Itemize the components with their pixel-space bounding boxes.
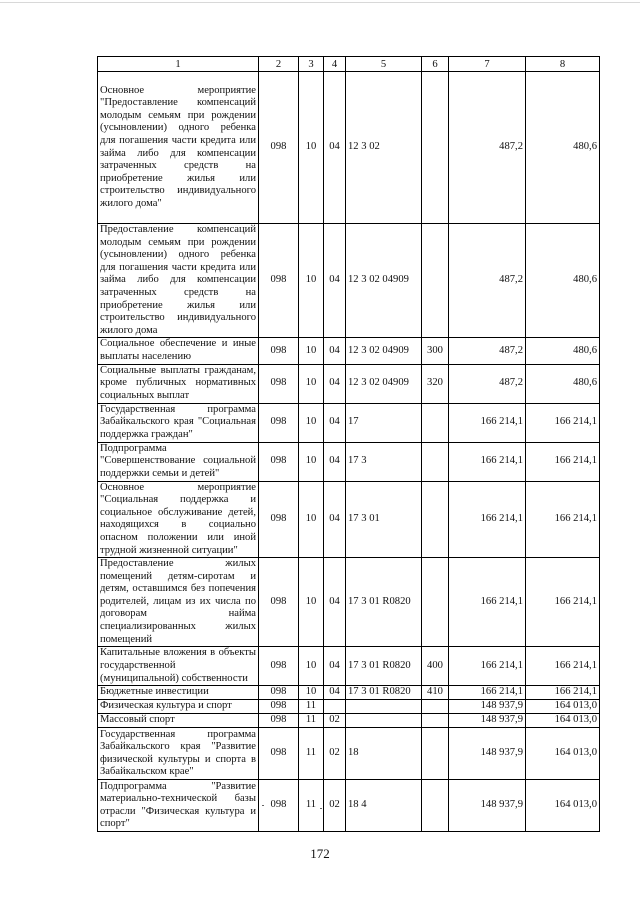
cell-expense-type: 400 [422, 647, 449, 686]
cell-expense-type [422, 442, 449, 481]
cell-subsection: 02 [324, 780, 346, 832]
scan-edge-line [0, 2, 640, 3]
column-header: 6 [422, 57, 449, 72]
cell-amount-7: 148 937,9 [449, 714, 526, 728]
column-header: 5 [346, 57, 422, 72]
cell-amount-8: 164 013,0 [526, 714, 600, 728]
cell-subsection: 04 [324, 72, 346, 224]
cell-section: 11 [299, 700, 324, 714]
cell-section: 10 [299, 224, 324, 338]
cell-subsection: 04 [324, 647, 346, 686]
cell-amount-7: 166 214,1 [449, 442, 526, 481]
table-row [98, 481, 600, 558]
cell-ministry: 098 [259, 700, 299, 714]
cell-section: 10 [299, 338, 324, 364]
cell-target-article: 17 [346, 403, 422, 442]
table-row [98, 647, 600, 686]
cell-amount-8: 164 013,0 [526, 780, 600, 832]
cell-expense-type: 410 [422, 686, 449, 700]
cell-expense-type [422, 714, 449, 728]
row-name: Основное мероприятие "Предоставление компенсаций молодым семьям при рождении (усыновлении) одного ребенка для погашения части кредита или займа либо для компенсации затраченных средств на приобретение жилья или строительство индивидуального жилого дома" [98, 72, 259, 224]
cell-target-article: 18 [346, 728, 422, 780]
row-name: Предоставление компенсаций молодым семьям при рождении (усыновлении) одного ребенка для погашения части кредита или займа либо для компенсации затраченных средств на приобретение жилья или строительство индивидуального жилого дома [98, 224, 259, 338]
cell-target-article: 12 3 02 04909 [346, 364, 422, 403]
cell-expense-type [422, 224, 449, 338]
column-header: 1 [98, 57, 259, 72]
cell-ministry: 098 [259, 403, 299, 442]
cell-amount-7: 487,2 [449, 338, 526, 364]
cell-subsection: 04 [324, 442, 346, 481]
cell-amount-8: 166 214,1 [526, 481, 600, 558]
page-number: 172 [310, 846, 330, 861]
cell-amount-8: 166 214,1 [526, 686, 600, 700]
cell-expense-type [422, 780, 449, 832]
cell-target-article: 17 3 01 R0820 [346, 558, 422, 647]
table-row [98, 686, 600, 700]
cell-ministry: 098 [259, 442, 299, 481]
cell-ministry: 098 [259, 714, 299, 728]
budget-table [97, 56, 600, 832]
table-row [98, 780, 600, 832]
cell-subsection: 04 [324, 403, 346, 442]
row-name: Предоставление жилых помещений детям-сиротам и детям, оставшимся без попечения родителей, лицам из их числа по договорам найма специализированных жилых помещений [98, 558, 259, 647]
column-header: 3 [299, 57, 324, 72]
table-header-row [98, 57, 600, 72]
table-row [98, 558, 600, 647]
cell-ministry: 098 [259, 686, 299, 700]
cell-section: 11 [299, 780, 324, 832]
cell-amount-8: 480,6 [526, 72, 600, 224]
cell-expense-type [422, 558, 449, 647]
column-header: 2 [259, 57, 299, 72]
cell-ministry: 098 [259, 558, 299, 647]
cell-ministry: 098 [259, 481, 299, 558]
row-name: Государственная программа Забайкальского края "Развитие физической культуры и спорта в Забайкальском крае" [98, 728, 259, 780]
cell-ministry: 098 [259, 338, 299, 364]
row-name: Бюджетные инвестиции [98, 686, 259, 700]
table-row [98, 442, 600, 481]
row-name: Социальное обеспечение и иные выплаты населению [98, 338, 259, 364]
cell-section: 10 [299, 647, 324, 686]
cell-amount-7: 166 214,1 [449, 481, 526, 558]
cell-section: 11 [299, 714, 324, 728]
cell-expense-type: 320 [422, 364, 449, 403]
cell-ministry: 098 [259, 647, 299, 686]
cell-amount-8: 480,6 [526, 364, 600, 403]
row-name: Капитальные вложения в объекты государственной (муниципальной) собственности [98, 647, 259, 686]
cell-amount-7: 148 937,9 [449, 728, 526, 780]
cell-subsection: 04 [324, 338, 346, 364]
cell-amount-7: 166 214,1 [449, 686, 526, 700]
column-header: 7 [449, 57, 526, 72]
cell-expense-type [422, 481, 449, 558]
cell-target-article: 18 4 [346, 780, 422, 832]
cell-subsection: 04 [324, 224, 346, 338]
table-row [98, 714, 600, 728]
cell-expense-type [422, 700, 449, 714]
cell-expense-type: 300 [422, 338, 449, 364]
cell-amount-8: 480,6 [526, 338, 600, 364]
cell-amount-8: 166 214,1 [526, 647, 600, 686]
cell-subsection: 02 [324, 728, 346, 780]
cell-target-article: 12 3 02 04909 [346, 338, 422, 364]
table-row [98, 338, 600, 364]
cell-amount-7: 487,2 [449, 364, 526, 403]
cell-section: 11 [299, 728, 324, 780]
cell-section: 10 [299, 403, 324, 442]
cell-amount-7: 166 214,1 [449, 558, 526, 647]
scan-speck [262, 805, 264, 806]
cell-target-article: 12 3 02 04909 [346, 224, 422, 338]
cell-amount-8: 164 013,0 [526, 700, 600, 714]
column-header: 4 [324, 57, 346, 72]
cell-expense-type [422, 728, 449, 780]
cell-target-article: 17 3 01 R0820 [346, 686, 422, 700]
cell-subsection: 04 [324, 558, 346, 647]
cell-ministry: 098 [259, 728, 299, 780]
row-name: Подпрограмма "Развитие материально-технической базы отрасли "Физическая культура и спорт" [98, 780, 259, 832]
column-header: 8 [526, 57, 600, 72]
cell-section: 10 [299, 442, 324, 481]
cell-amount-7: 487,2 [449, 224, 526, 338]
cell-amount-7: 487,2 [449, 72, 526, 224]
cell-target-article: 17 3 01 [346, 481, 422, 558]
table-row [98, 224, 600, 338]
table-row [98, 403, 600, 442]
cell-amount-8: 166 214,1 [526, 403, 600, 442]
cell-ministry: 098 [259, 364, 299, 403]
table-row [98, 72, 600, 224]
cell-expense-type [422, 403, 449, 442]
cell-expense-type [422, 72, 449, 224]
cell-target-article [346, 700, 422, 714]
cell-section: 10 [299, 481, 324, 558]
cell-amount-7: 166 214,1 [449, 647, 526, 686]
cell-section: 10 [299, 558, 324, 647]
cell-amount-8: 166 214,1 [526, 558, 600, 647]
cell-section: 10 [299, 72, 324, 224]
cell-ministry: 098 [259, 224, 299, 338]
cell-target-article: 17 3 01 R0820 [346, 647, 422, 686]
cell-target-article [346, 714, 422, 728]
cell-amount-7: 148 937,9 [449, 780, 526, 832]
cell-amount-7: 148 937,9 [449, 700, 526, 714]
row-name: Физическая культура и спорт [98, 700, 259, 714]
table-row [98, 700, 600, 714]
cell-amount-7: 166 214,1 [449, 403, 526, 442]
cell-amount-8: 166 214,1 [526, 442, 600, 481]
cell-subsection: 04 [324, 364, 346, 403]
cell-subsection: 04 [324, 481, 346, 558]
cell-target-article: 17 3 [346, 442, 422, 481]
cell-section: 10 [299, 364, 324, 403]
table-row [98, 728, 600, 780]
cell-subsection: 04 [324, 686, 346, 700]
row-name: Подпрограмма "Совершенствование социальной поддержки семьи и детей" [98, 442, 259, 481]
cell-amount-8: 480,6 [526, 224, 600, 338]
row-name: Массовый спорт [98, 714, 259, 728]
scan-speck [320, 808, 322, 809]
cell-target-article: 12 3 02 [346, 72, 422, 224]
cell-section: 10 [299, 686, 324, 700]
row-name: Социальные выплаты гражданам, кроме публичных нормативных социальных выплат [98, 364, 259, 403]
cell-subsection: 02 [324, 714, 346, 728]
row-name: Основное мероприятие "Социальная поддержка и социальное обслуживание детей, находящихся в социально опасном положении или иной трудной жизненной ситуации" [98, 481, 259, 558]
cell-subsection [324, 700, 346, 714]
cell-amount-8: 164 013,0 [526, 728, 600, 780]
cell-ministry: 098 [259, 780, 299, 832]
cell-ministry: 098 [259, 72, 299, 224]
row-name: Государственная программа Забайкальского края "Социальная поддержка граждан" [98, 403, 259, 442]
table-row [98, 364, 600, 403]
